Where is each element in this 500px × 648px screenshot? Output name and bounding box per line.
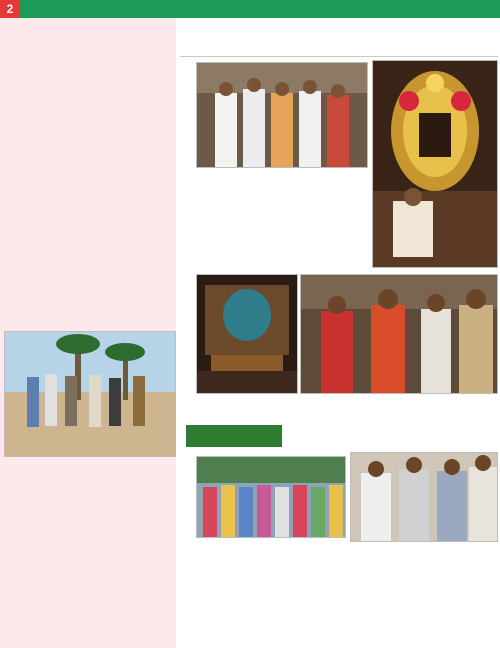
body-line bbox=[196, 196, 366, 204]
body-line bbox=[196, 556, 344, 564]
body-line bbox=[6, 78, 172, 86]
body-line bbox=[6, 622, 172, 630]
body-line bbox=[350, 622, 496, 630]
body-line bbox=[6, 102, 172, 110]
body-line bbox=[350, 550, 496, 558]
body-line bbox=[6, 510, 172, 518]
right-story2-banner bbox=[186, 425, 282, 447]
body-line bbox=[196, 548, 344, 556]
body-line bbox=[196, 180, 366, 188]
college-protest-photo bbox=[196, 456, 346, 538]
body-line bbox=[6, 534, 172, 542]
body-line bbox=[196, 612, 344, 620]
body-line bbox=[350, 558, 496, 566]
body-line bbox=[196, 228, 366, 236]
body-line bbox=[196, 252, 366, 260]
body-line bbox=[6, 574, 172, 582]
body-line bbox=[350, 614, 496, 622]
temple-officials-photo bbox=[196, 62, 368, 168]
body-line bbox=[6, 606, 172, 614]
body-line bbox=[6, 638, 172, 644]
body-line bbox=[6, 86, 172, 94]
body-line bbox=[6, 558, 172, 566]
body-line bbox=[350, 630, 496, 638]
body-line bbox=[6, 526, 172, 534]
body-line bbox=[350, 638, 496, 644]
body-line bbox=[350, 606, 496, 614]
body-line bbox=[6, 614, 172, 622]
body-line bbox=[350, 566, 496, 574]
body-line bbox=[6, 110, 172, 118]
body-line bbox=[6, 62, 172, 70]
body-line bbox=[196, 220, 366, 228]
body-line bbox=[350, 582, 496, 590]
body-line bbox=[350, 542, 496, 550]
dateline bbox=[330, 1, 495, 17]
divider bbox=[180, 56, 498, 57]
body-line bbox=[350, 598, 496, 606]
body-line bbox=[196, 188, 366, 196]
left-story1-headline bbox=[4, 21, 174, 47]
left-story2-byline bbox=[6, 320, 172, 329]
right-story1-headline bbox=[182, 24, 496, 54]
body-line bbox=[6, 590, 172, 598]
body-line bbox=[196, 604, 344, 612]
body-line bbox=[196, 580, 344, 588]
body-line bbox=[196, 204, 366, 212]
body-line bbox=[196, 588, 344, 596]
body-line bbox=[6, 566, 172, 574]
body-line bbox=[196, 572, 344, 580]
right-story2-body-right bbox=[350, 542, 496, 644]
body-line bbox=[6, 582, 172, 590]
right-story1-byline bbox=[196, 170, 366, 179]
body-line bbox=[196, 236, 366, 244]
page-number: 2 bbox=[0, 0, 20, 18]
officials-at-temple-photo bbox=[300, 274, 498, 394]
body-line bbox=[6, 494, 172, 502]
left-story2-headline bbox=[4, 272, 174, 316]
body-line bbox=[6, 630, 172, 638]
body-line bbox=[6, 478, 172, 486]
left-story1-body-top bbox=[6, 62, 172, 134]
body-line bbox=[6, 486, 172, 494]
body-line bbox=[196, 212, 366, 220]
body-line bbox=[196, 620, 344, 628]
body-line bbox=[6, 70, 172, 78]
body-line bbox=[6, 502, 172, 510]
temple-shrine-photo bbox=[196, 274, 298, 394]
masthead bbox=[180, 1, 320, 17]
body-line bbox=[6, 598, 172, 606]
body-line bbox=[196, 636, 344, 644]
body-line bbox=[196, 596, 344, 604]
body-line bbox=[350, 590, 496, 598]
right-story2-byline bbox=[196, 539, 344, 547]
body-line bbox=[6, 126, 172, 134]
body-line bbox=[6, 470, 172, 478]
memorandum-handover-photo bbox=[350, 452, 498, 542]
beach-plantation-photo bbox=[4, 331, 176, 457]
left-story2-photo-caption bbox=[6, 458, 172, 468]
left-story1-body-bottom bbox=[6, 146, 172, 266]
right-story2-body-left bbox=[196, 548, 344, 644]
left-story1-byline bbox=[6, 52, 172, 61]
body-line bbox=[196, 564, 344, 572]
deity-idol-photo bbox=[372, 60, 498, 268]
body-line bbox=[6, 118, 172, 126]
left-story1-subhead bbox=[6, 136, 172, 145]
body-line bbox=[196, 260, 366, 268]
body-line bbox=[6, 550, 172, 558]
body-line bbox=[196, 628, 344, 636]
body-line bbox=[196, 244, 366, 252]
left-story2-body bbox=[6, 470, 172, 644]
body-line bbox=[6, 518, 172, 526]
body-line bbox=[6, 542, 172, 550]
right-story1-body bbox=[196, 180, 366, 268]
body-line bbox=[350, 574, 496, 582]
body-line bbox=[6, 94, 172, 102]
